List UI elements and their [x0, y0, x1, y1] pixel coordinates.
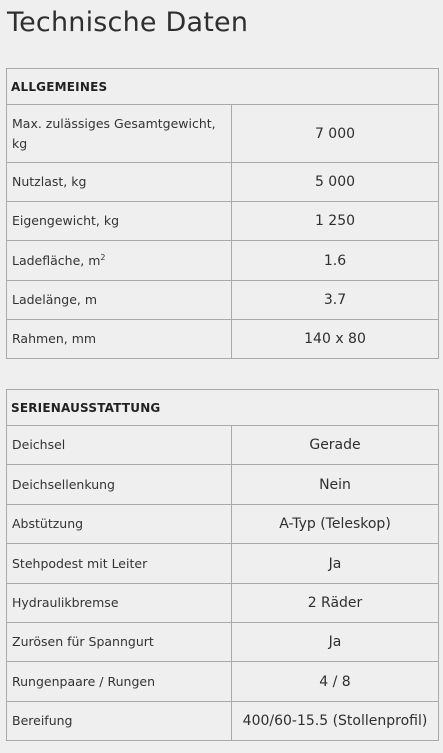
table-row	[7, 702, 439, 741]
spec-label: Max. zulässiges Gesamtgewicht, kg	[7, 105, 232, 163]
spec-value: 1 250	[232, 202, 439, 241]
spec-label: Ladelänge, m	[7, 281, 232, 320]
spec-label: Zurösen für Spanngurt	[7, 623, 232, 662]
section-title: SERIENAUSSTATTUNG	[7, 390, 439, 426]
table-row	[7, 241, 439, 281]
table-row	[7, 544, 439, 584]
spec-label: Nutzlast, kg	[7, 163, 232, 202]
table-row	[7, 623, 439, 662]
table-row	[7, 163, 439, 202]
table-row	[7, 105, 439, 163]
spec-value: Nein	[232, 465, 439, 505]
spec-value: 4 / 8	[232, 662, 439, 702]
spec-value: Gerade	[232, 426, 439, 465]
section-header-standard	[7, 390, 439, 426]
spec-value: 140 x 80	[232, 320, 439, 359]
section-header-general	[7, 69, 439, 105]
spec-value: 1.6	[232, 241, 439, 281]
table-row	[7, 320, 439, 359]
section-title: ALLGEMEINES	[7, 69, 439, 105]
spec-value: 5 000	[232, 163, 439, 202]
spec-value: A-Typ (Teleskop)	[232, 505, 439, 544]
spec-label: Hydraulikbremse	[7, 584, 232, 623]
standard-equipment-table	[6, 389, 439, 741]
table-row	[7, 281, 439, 320]
spec-label: Abstützung	[7, 505, 232, 544]
spec-value: 400/60-15.5 (Stollenprofil)	[232, 702, 439, 741]
general-specs-table	[6, 68, 439, 359]
spec-value: Ja	[232, 544, 439, 584]
page-title: Technische Daten	[7, 7, 249, 38]
spec-label: Rahmen, mm	[7, 320, 232, 359]
unit-superscript: 2	[100, 252, 106, 262]
spec-label	[7, 241, 232, 281]
spec-label: Eigengewicht, kg	[7, 202, 232, 241]
spec-label-text: Ladefläche, m	[12, 252, 101, 268]
spec-value: 3.7	[232, 281, 439, 320]
table-row	[7, 202, 439, 241]
spec-label: Bereifung	[7, 702, 232, 741]
spec-value: 7 000	[232, 105, 439, 163]
table-row	[7, 505, 439, 544]
spec-label: Stehpodest mit Leiter	[7, 544, 232, 584]
table-row	[7, 465, 439, 505]
spec-value: Ja	[232, 623, 439, 662]
table-row	[7, 662, 439, 702]
table-row	[7, 584, 439, 623]
spec-value: 2 Räder	[232, 584, 439, 623]
table-row	[7, 426, 439, 465]
spec-label: Deichsellenkung	[7, 465, 232, 505]
spec-label: Deichsel	[7, 426, 232, 465]
spec-label: Rungenpaare / Rungen	[7, 662, 232, 702]
